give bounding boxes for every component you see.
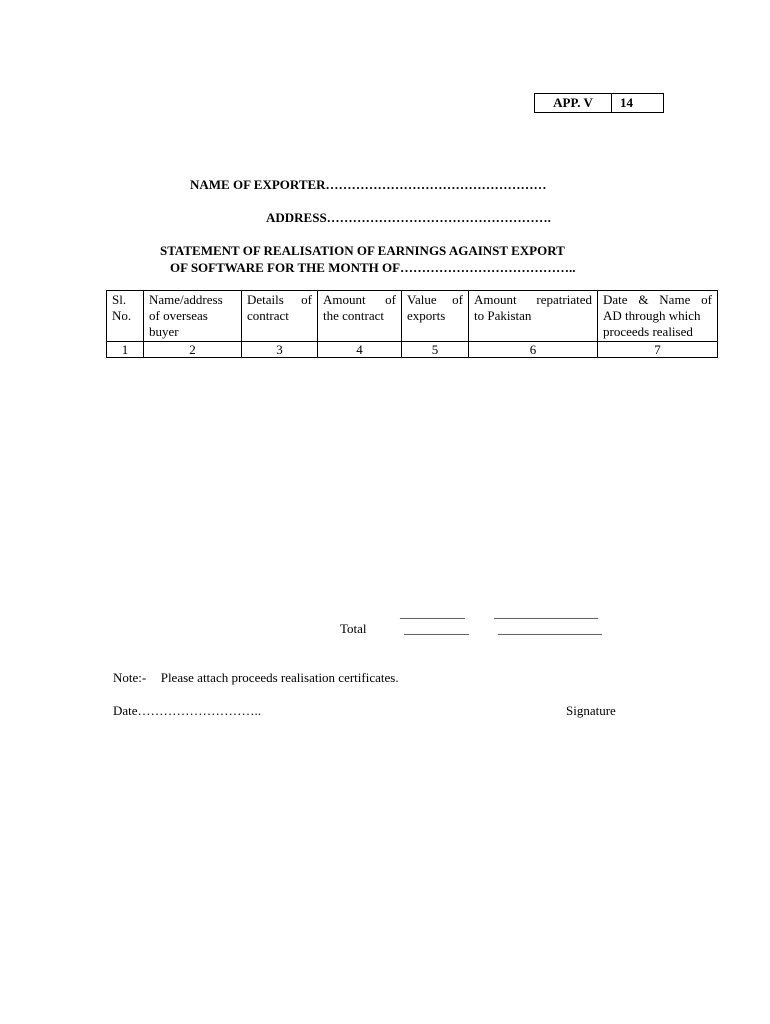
statement-title-line2: OF SOFTWARE FOR THE MONTH OF…………………………………..	[170, 260, 576, 275]
signature-label: Signature	[566, 703, 616, 718]
header-line: Amount of	[323, 292, 396, 307]
header-line: AD through which	[603, 308, 701, 323]
header-amount-repatriated	[469, 291, 598, 342]
header-line: proceeds realised	[603, 324, 693, 339]
column-number: 6	[469, 342, 598, 358]
header-details-of-contract	[242, 291, 318, 342]
column-number: 4	[318, 342, 402, 358]
header-line: contract	[247, 308, 289, 323]
appendix-number: 14	[620, 95, 633, 110]
header-sl-no	[107, 291, 144, 342]
column-number: 2	[144, 342, 242, 358]
total-line-repatriated-top: ________________	[494, 605, 598, 620]
header-value-of-exports	[402, 291, 469, 342]
header-line: exports	[407, 308, 446, 323]
column-number: 5	[402, 342, 469, 358]
table-header-row	[107, 291, 718, 342]
total-line-repatriated-bottom: ________________	[498, 621, 602, 636]
appendix-box	[534, 93, 664, 113]
header-line: to Pakistan	[474, 308, 532, 323]
total-line-exports-bottom: __________	[404, 621, 469, 636]
header-line: Date & Name of	[603, 292, 712, 307]
column-number-row	[107, 342, 718, 358]
header-line: Value of	[407, 292, 463, 307]
header-line: Amount repatriated	[474, 292, 592, 307]
header-amount-of-contract	[318, 291, 402, 342]
header-line: the contract	[323, 308, 384, 323]
appendix-label: APP. V	[535, 94, 612, 112]
header-line: Name/address	[149, 292, 223, 307]
total-line-exports-top: __________	[400, 605, 465, 620]
column-number: 1	[107, 342, 144, 358]
header-line: of overseas	[149, 308, 208, 323]
header-name-address	[144, 291, 242, 342]
total-label: Total	[340, 621, 367, 636]
address-field: ADDRESS…………………………………………….	[266, 210, 551, 225]
note	[113, 670, 399, 686]
name-of-exporter-field: NAME OF EXPORTER……………………………………………	[190, 177, 547, 192]
statement-title-line1: STATEMENT OF REALISATION OF EARNINGS AGAINST EXPORT	[160, 243, 565, 258]
header-line: No.	[112, 308, 132, 323]
header-date-name-of-ad	[598, 291, 718, 342]
earnings-table	[106, 290, 718, 358]
note-text: Please attach proceeds realisation certificates.	[160, 670, 399, 685]
header-line: Sl.	[112, 292, 127, 307]
column-number: 7	[598, 342, 718, 358]
column-number: 3	[242, 342, 318, 358]
note-label: Note:-	[113, 670, 147, 685]
date-field: Date………………………..	[113, 703, 262, 718]
header-line: Details of	[247, 292, 312, 307]
header-line: buyer	[149, 324, 179, 339]
